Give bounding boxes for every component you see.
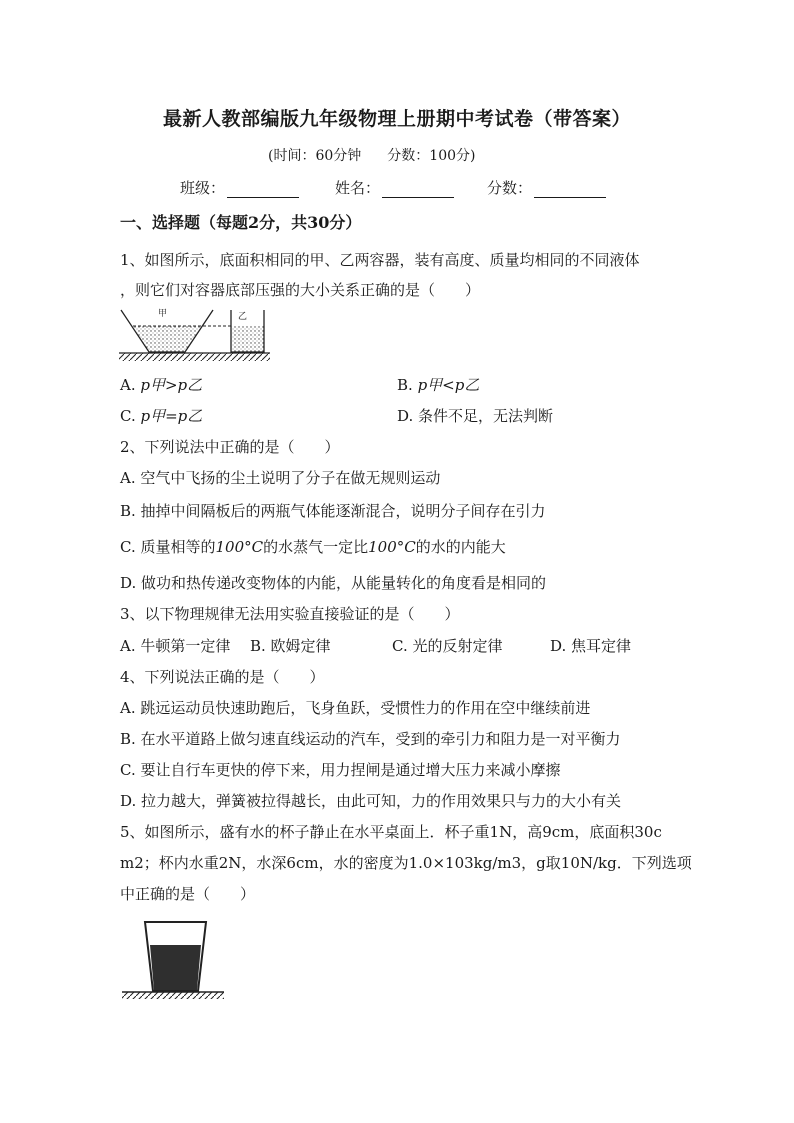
q3-option-d[interactable]: D. 焦耳定律: [550, 637, 632, 655]
container-a-liquid: [133, 326, 201, 352]
class-field: [180, 177, 299, 198]
score-field: [487, 177, 606, 198]
name-blank: [382, 183, 454, 198]
q5-cup-figure: [118, 918, 228, 1000]
ground-hatch: [119, 353, 270, 361]
section-heading: 一、选择题（每题2分，共30分）: [120, 213, 362, 232]
q5-stem-line1: 5、如图所示，盛有水的杯子静止在水平桌面上．杯子重1N，高9cm，底面积30c: [120, 823, 662, 841]
q1-fig-label-a: 甲: [158, 309, 168, 319]
q3-stem: 3、以下物理规律无法用实验直接验证的是（ ）: [120, 605, 460, 623]
q5-stem-line2: m2；杯内水重2N，水深6cm，水的密度为1.0×103kg/m3，g取10N/kg．下列选项: [120, 854, 692, 872]
class-blank: [227, 183, 299, 198]
q2-option-c[interactable]: C. 质量相等的100°C的水蒸气一定比100°C的水的内能大: [120, 538, 506, 556]
q1-option-c-expression: p甲=p乙: [140, 407, 203, 425]
q4-option-c[interactable]: C. 要让自行车更快的停下来，用力捏闸是通过增大压力来减小摩擦: [120, 761, 561, 779]
q4-option-d[interactable]: D. 拉力越大，弹簧被拉得越长，由此可知，力的作用效果只与力的大小有关: [120, 792, 622, 810]
temperature-1: 100°C: [215, 538, 264, 556]
cup-water: [150, 945, 201, 990]
q1-option-c[interactable]: C. p甲=p乙: [120, 407, 203, 425]
q2-option-b[interactable]: B. 抽掉中间隔板后的两瓶气体能逐渐混合，说明分子间存在引力: [120, 502, 546, 520]
name-label: 姓名：: [335, 179, 381, 197]
exam-subtitle: [268, 145, 475, 165]
exam-time: (时间：60分钟: [268, 148, 362, 164]
q4-stem: 4、下列说法正确的是（ ）: [120, 668, 325, 686]
q3-option-a[interactable]: A. 牛顿第一定律: [120, 637, 231, 655]
q1-containers-figure: [118, 306, 274, 362]
container-b-liquid: [231, 326, 264, 352]
q4-option-a[interactable]: A. 跳远运动员快速助跑后，飞身鱼跃，受惯性力的作用在空中继续前进: [120, 699, 591, 717]
name-field: [335, 177, 454, 198]
q1-option-b[interactable]: B. p甲<p乙: [397, 376, 480, 394]
q4-option-b[interactable]: B. 在水平道路上做匀速直线运动的汽车，受到的牵引力和阻力是一对平衡力: [120, 730, 621, 748]
class-label: 班级：: [180, 179, 226, 197]
q3-option-b[interactable]: B. 欧姆定律: [250, 637, 331, 655]
q5-stem-line3: 中正确的是（ ）: [120, 885, 256, 903]
exam-total-score: 分数：100分): [387, 148, 476, 164]
score-label: 分数：: [487, 179, 533, 197]
q1-option-b-expression: p甲<p乙: [417, 376, 480, 394]
q1-option-d[interactable]: D. 条件不足，无法判断: [397, 407, 554, 425]
q1-stem-line2: ，则它们对容器底部压强的大小关系正确的是（ ）: [120, 281, 481, 299]
exam-title: 最新人教部编版九年级物理上册期中考试卷（带答案）: [162, 108, 631, 130]
q1-fig-label-b: 乙: [238, 312, 248, 322]
temperature-2: 100°C: [368, 538, 416, 556]
q1-option-a[interactable]: A. p甲>p乙: [120, 376, 203, 394]
q1-option-a-expression: p甲>p乙: [140, 376, 203, 394]
q2-option-a[interactable]: A. 空气中飞扬的尘土说明了分子在做无规则运动: [120, 469, 441, 487]
q1-stem-line1: 1、如图所示，底面积相同的甲、乙两容器，装有高度、质量均相同的不同液体: [120, 251, 640, 269]
score-blank: [534, 183, 606, 198]
q3-option-c[interactable]: C. 光的反射定律: [392, 637, 503, 655]
table-hatch: [122, 992, 224, 999]
q2-option-d[interactable]: D. 做功和热传递改变物体的内能，从能量转化的角度看是相同的: [120, 574, 547, 592]
q2-stem: 2、下列说法中正确的是（ ）: [120, 438, 340, 456]
